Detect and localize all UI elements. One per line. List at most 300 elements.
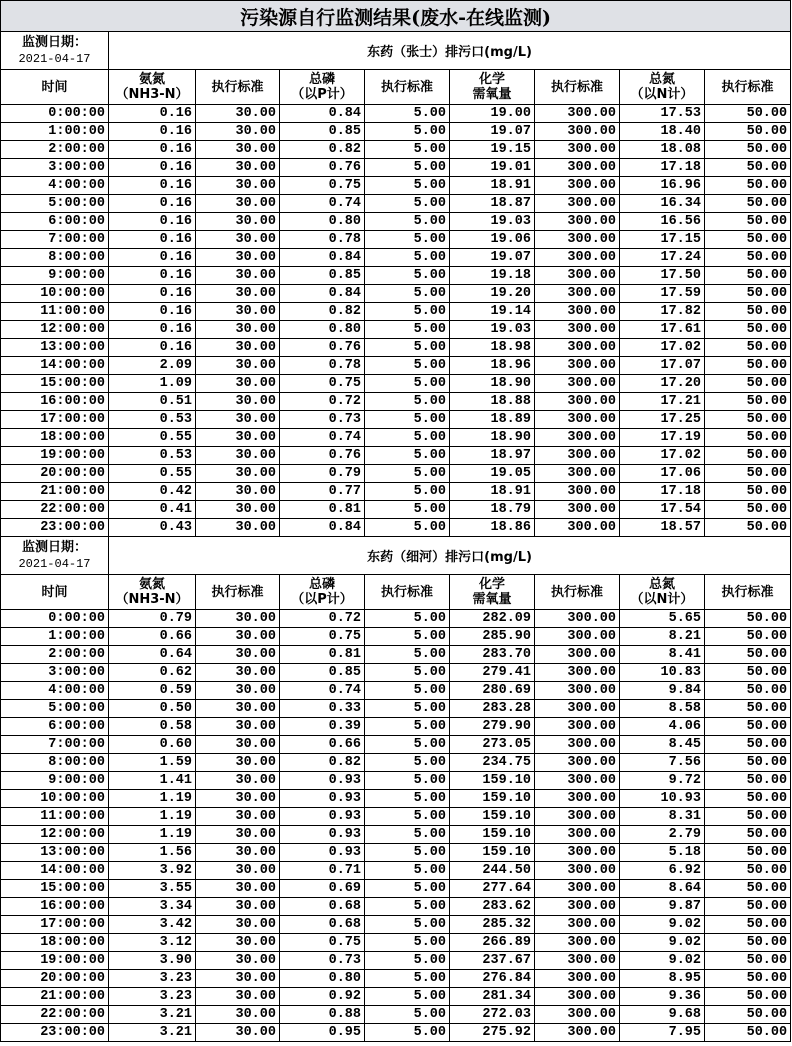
table-cell: 0.80 [280, 321, 365, 339]
table-row [1, 934, 791, 952]
table-cell: 15:00:00 [1, 880, 109, 898]
table-cell: 0.74 [280, 195, 365, 213]
table-cell: 0.75 [280, 375, 365, 393]
table-cell: 5.00 [365, 501, 450, 519]
table-cell: 0.73 [280, 952, 365, 970]
table-cell: 5.00 [365, 267, 450, 285]
table-cell: 0.84 [280, 285, 365, 303]
table-cell: 1.59 [109, 754, 196, 772]
table-cell: 30.00 [196, 826, 280, 844]
table-cell: 234.75 [450, 754, 535, 772]
table-cell: 5.00 [365, 177, 450, 195]
table-row [1, 826, 791, 844]
column-header-line1: 总氮 [648, 72, 675, 87]
table-row [1, 970, 791, 988]
table-cell: 300.00 [535, 465, 620, 483]
table-cell: 18.91 [450, 177, 535, 195]
table-cell: 17.19 [620, 429, 705, 447]
table-cell: 0.58 [109, 718, 196, 736]
table-cell: 5.00 [365, 808, 450, 826]
table-cell: 300.00 [535, 1024, 620, 1042]
table-cell: 5.00 [365, 754, 450, 772]
table-cell: 17.50 [620, 267, 705, 285]
table-cell: 10.83 [620, 664, 705, 682]
table-cell: 21:00:00 [1, 483, 109, 501]
table-cell: 12:00:00 [1, 826, 109, 844]
table-cell: 13:00:00 [1, 844, 109, 862]
table-cell: 5.00 [365, 375, 450, 393]
table-cell: 30.00 [196, 772, 280, 790]
table-cell: 300.00 [535, 700, 620, 718]
table-cell: 0.16 [109, 249, 196, 267]
table-cell: 300.00 [535, 411, 620, 429]
table-cell: 0.82 [280, 303, 365, 321]
column-header-line1: 执行标准 [550, 79, 603, 95]
table-cell: 50.00 [705, 123, 791, 141]
table-cell: 283.70 [450, 646, 535, 664]
table-cell: 50.00 [705, 393, 791, 411]
column-header-line1: 执行标准 [380, 79, 433, 95]
table-cell: 30.00 [196, 790, 280, 808]
table-cell: 7:00:00 [1, 736, 109, 754]
table-cell: 50.00 [705, 772, 791, 790]
table-cell: 159.10 [450, 844, 535, 862]
table-cell: 18.90 [450, 429, 535, 447]
table-cell: 50.00 [705, 483, 791, 501]
column-header [109, 575, 196, 610]
table-cell: 0.16 [109, 321, 196, 339]
table-row [1, 411, 791, 429]
table-cell: 0.76 [280, 447, 365, 465]
table-cell: 30.00 [196, 610, 280, 628]
column-header [196, 575, 280, 610]
table-cell: 9.87 [620, 898, 705, 916]
table-cell: 5.00 [365, 141, 450, 159]
table-cell: 5.00 [365, 1024, 450, 1042]
table-cell: 8.58 [620, 700, 705, 718]
table-cell: 273.05 [450, 736, 535, 754]
table-cell: 30.00 [196, 141, 280, 159]
table-cell: 3.42 [109, 916, 196, 934]
table-cell: 3.90 [109, 952, 196, 970]
table-cell: 5.00 [365, 1006, 450, 1024]
table-row [1, 844, 791, 862]
table-row [1, 646, 791, 664]
table-cell: 300.00 [535, 375, 620, 393]
table-cell: 0.80 [280, 213, 365, 231]
table-cell: 9.36 [620, 988, 705, 1006]
table-cell: 5.00 [365, 519, 450, 537]
table-cell: 0.84 [280, 105, 365, 123]
column-header-line2: （以N计） [630, 87, 694, 102]
table-cell: 16.96 [620, 177, 705, 195]
table-cell: 18:00:00 [1, 934, 109, 952]
table-cell: 300.00 [535, 177, 620, 195]
table-row [1, 195, 791, 213]
table-cell: 50.00 [705, 826, 791, 844]
table-row [1, 105, 791, 123]
table-cell: 30.00 [196, 123, 280, 141]
table-row [1, 447, 791, 465]
table-cell: 17.61 [620, 321, 705, 339]
table-cell: 19.00 [450, 105, 535, 123]
table-row [1, 249, 791, 267]
table-cell: 17.02 [620, 339, 705, 357]
table-cell: 3.34 [109, 898, 196, 916]
table-cell: 0:00:00 [1, 610, 109, 628]
table-cell: 50.00 [705, 105, 791, 123]
table-cell: 18.40 [620, 123, 705, 141]
column-header [620, 575, 705, 610]
table-cell: 5.00 [365, 483, 450, 501]
table-row [1, 664, 791, 682]
title-row [1, 1, 791, 32]
table-cell: 300.00 [535, 826, 620, 844]
table-cell: 0.59 [109, 682, 196, 700]
table-cell: 30.00 [196, 754, 280, 772]
table-cell: 19.07 [450, 249, 535, 267]
table-cell: 50.00 [705, 465, 791, 483]
table-cell: 0.85 [280, 123, 365, 141]
table-cell: 0.16 [109, 141, 196, 159]
table-cell: 30.00 [196, 1006, 280, 1024]
table-cell: 8.45 [620, 736, 705, 754]
column-header-line2: （以P计） [291, 592, 353, 607]
table-cell: 3.23 [109, 970, 196, 988]
table-cell: 2:00:00 [1, 646, 109, 664]
table-cell: 5.00 [365, 213, 450, 231]
table-cell: 277.64 [450, 880, 535, 898]
table-cell: 300.00 [535, 952, 620, 970]
table-cell: 5.00 [365, 844, 450, 862]
table-cell: 0.78 [280, 357, 365, 375]
table-cell: 30.00 [196, 664, 280, 682]
table-cell: 0.76 [280, 159, 365, 177]
table-cell: 30.00 [196, 952, 280, 970]
monitoring-date [1, 537, 109, 575]
table-cell: 50.00 [705, 213, 791, 231]
table-cell: 21:00:00 [1, 988, 109, 1006]
table-cell: 244.50 [450, 862, 535, 880]
table-cell: 0.93 [280, 844, 365, 862]
table-cell: 0.16 [109, 339, 196, 357]
column-header [365, 70, 450, 105]
column-header-line1: 时间 [41, 584, 68, 600]
table-cell: 50.00 [705, 141, 791, 159]
table-cell: 1.19 [109, 808, 196, 826]
table-cell: 6:00:00 [1, 718, 109, 736]
table-cell: 50.00 [705, 808, 791, 826]
table-row [1, 321, 791, 339]
table-cell: 6.92 [620, 862, 705, 880]
table-cell: 18.97 [450, 447, 535, 465]
table-row [1, 285, 791, 303]
table-cell: 272.03 [450, 1006, 535, 1024]
table-cell: 18.86 [450, 519, 535, 537]
table-cell: 5.00 [365, 790, 450, 808]
table-cell: 0.51 [109, 393, 196, 411]
table-cell: 5.00 [365, 898, 450, 916]
table-cell: 30.00 [196, 970, 280, 988]
table-cell: 266.89 [450, 934, 535, 952]
column-header [535, 70, 620, 105]
table-cell: 19.01 [450, 159, 535, 177]
table-cell: 30.00 [196, 447, 280, 465]
table-cell: 283.62 [450, 898, 535, 916]
table-cell: 0.75 [280, 934, 365, 952]
table-cell: 50.00 [705, 610, 791, 628]
table-cell: 159.10 [450, 772, 535, 790]
table-cell: 0.16 [109, 195, 196, 213]
table-cell: 0.53 [109, 411, 196, 429]
outlet-name: 东药（张士）排污口(mg/L) [109, 32, 791, 70]
table-cell: 50.00 [705, 718, 791, 736]
table-cell: 50.00 [705, 249, 791, 267]
table-cell: 50.00 [705, 862, 791, 880]
section-header-row [1, 32, 791, 70]
table-cell: 18.88 [450, 393, 535, 411]
table-cell: 30.00 [196, 1024, 280, 1042]
table-row [1, 213, 791, 231]
table-cell: 0.72 [280, 610, 365, 628]
table-cell: 0.62 [109, 664, 196, 682]
table-cell: 5.00 [365, 321, 450, 339]
monitoring-date [1, 32, 109, 70]
table-cell: 1:00:00 [1, 628, 109, 646]
table-row [1, 772, 791, 790]
page-title: 污染源自行监测结果(废水-在线监测) [1, 1, 791, 32]
table-cell: 15:00:00 [1, 375, 109, 393]
column-header [535, 575, 620, 610]
table-row [1, 141, 791, 159]
column-header-line2: （NH3-N） [115, 592, 189, 607]
table-cell: 5:00:00 [1, 195, 109, 213]
column-header-line1: 执行标准 [380, 584, 433, 600]
table-cell: 8:00:00 [1, 249, 109, 267]
table-cell: 50.00 [705, 429, 791, 447]
table-cell: 19:00:00 [1, 952, 109, 970]
table-cell: 0.93 [280, 772, 365, 790]
column-header-line1: 总氮 [648, 577, 675, 592]
table-row [1, 682, 791, 700]
table-cell: 30.00 [196, 213, 280, 231]
table-cell: 300.00 [535, 862, 620, 880]
table-cell: 19:00:00 [1, 447, 109, 465]
table-cell: 0.41 [109, 501, 196, 519]
table-cell: 9.84 [620, 682, 705, 700]
table-cell: 300.00 [535, 970, 620, 988]
table-cell: 23:00:00 [1, 519, 109, 537]
table-cell: 285.32 [450, 916, 535, 934]
table-cell: 50.00 [705, 285, 791, 303]
column-header [1, 575, 109, 610]
table-cell: 0.39 [280, 718, 365, 736]
table-cell: 17.54 [620, 501, 705, 519]
table-cell: 50.00 [705, 231, 791, 249]
table-cell: 20:00:00 [1, 970, 109, 988]
table-cell: 300.00 [535, 754, 620, 772]
table-cell: 50.00 [705, 844, 791, 862]
section-header-row [1, 537, 791, 575]
table-row [1, 700, 791, 718]
table-cell: 30.00 [196, 646, 280, 664]
table-row [1, 393, 791, 411]
column-header-row [1, 575, 791, 610]
table-cell: 12:00:00 [1, 321, 109, 339]
table-cell: 9:00:00 [1, 772, 109, 790]
table-cell: 18.57 [620, 519, 705, 537]
table-cell: 300.00 [535, 267, 620, 285]
table-cell: 5.00 [365, 303, 450, 321]
table-cell: 30.00 [196, 700, 280, 718]
table-cell: 50.00 [705, 952, 791, 970]
table-cell: 0.75 [280, 177, 365, 195]
table-row [1, 231, 791, 249]
table-cell: 5.00 [365, 105, 450, 123]
table-cell: 5.00 [365, 934, 450, 952]
table-cell: 5:00:00 [1, 700, 109, 718]
table-cell: 8:00:00 [1, 754, 109, 772]
table-cell: 300.00 [535, 808, 620, 826]
table-cell: 300.00 [535, 1006, 620, 1024]
table-cell: 300.00 [535, 393, 620, 411]
table-cell: 50.00 [705, 646, 791, 664]
table-row [1, 123, 791, 141]
table-cell: 19.03 [450, 213, 535, 231]
table-cell: 50.00 [705, 339, 791, 357]
column-header [450, 70, 535, 105]
table-cell: 0.66 [109, 628, 196, 646]
table-cell: 0.16 [109, 123, 196, 141]
table-cell: 19.07 [450, 123, 535, 141]
table-cell: 50.00 [705, 970, 791, 988]
table-cell: 300.00 [535, 357, 620, 375]
table-cell: 0.60 [109, 736, 196, 754]
table-cell: 0.55 [109, 465, 196, 483]
table-cell: 285.90 [450, 628, 535, 646]
table-row [1, 1024, 791, 1042]
table-cell: 19.06 [450, 231, 535, 249]
table-cell: 30.00 [196, 483, 280, 501]
table-cell: 0.16 [109, 105, 196, 123]
column-header [109, 70, 196, 105]
table-cell: 30.00 [196, 844, 280, 862]
column-header [450, 575, 535, 610]
table-cell: 5.00 [365, 429, 450, 447]
table-cell: 279.41 [450, 664, 535, 682]
table-row [1, 465, 791, 483]
table-cell: 0.80 [280, 970, 365, 988]
table-cell: 282.09 [450, 610, 535, 628]
table-cell: 5.00 [365, 339, 450, 357]
table-cell: 30.00 [196, 880, 280, 898]
table-cell: 281.34 [450, 988, 535, 1006]
table-cell: 17.21 [620, 393, 705, 411]
table-cell: 18.87 [450, 195, 535, 213]
table-cell: 5.00 [365, 682, 450, 700]
table-row [1, 898, 791, 916]
table-cell: 30.00 [196, 501, 280, 519]
table-cell: 50.00 [705, 159, 791, 177]
column-header-line1: 化学 [478, 577, 505, 592]
table-cell: 18.79 [450, 501, 535, 519]
table-row [1, 628, 791, 646]
table-cell: 30.00 [196, 177, 280, 195]
table-cell: 9.02 [620, 934, 705, 952]
table-cell: 50.00 [705, 303, 791, 321]
table-cell: 300.00 [535, 790, 620, 808]
table-cell: 9.68 [620, 1006, 705, 1024]
table-cell: 5.00 [365, 664, 450, 682]
table-cell: 5.00 [365, 646, 450, 664]
table-row [1, 916, 791, 934]
table-row [1, 988, 791, 1006]
table-cell: 280.69 [450, 682, 535, 700]
table-cell: 300.00 [535, 646, 620, 664]
table-cell: 50.00 [705, 195, 791, 213]
table-cell: 1.19 [109, 826, 196, 844]
column-header-line1: 氨氮 [138, 72, 165, 87]
table-cell: 30.00 [196, 249, 280, 267]
table-cell: 19.15 [450, 141, 535, 159]
table-cell: 0.93 [280, 808, 365, 826]
table-cell: 17.18 [620, 483, 705, 501]
table-cell: 300.00 [535, 880, 620, 898]
table-cell: 9:00:00 [1, 267, 109, 285]
table-cell: 300.00 [535, 483, 620, 501]
table-cell: 19.03 [450, 321, 535, 339]
table-row [1, 501, 791, 519]
table-cell: 30.00 [196, 159, 280, 177]
table-row [1, 339, 791, 357]
table-cell: 5.00 [365, 411, 450, 429]
table-cell: 8.64 [620, 880, 705, 898]
table-cell: 300.00 [535, 141, 620, 159]
table-cell: 300.00 [535, 898, 620, 916]
table-cell: 17:00:00 [1, 916, 109, 934]
table-cell: 0.66 [280, 736, 365, 754]
outlet-name: 东药（细河）排污口(mg/L) [109, 537, 791, 575]
table-row [1, 429, 791, 447]
column-header-line1: 总磷 [308, 577, 335, 592]
table-cell: 0.16 [109, 303, 196, 321]
table-cell: 300.00 [535, 844, 620, 862]
table-cell: 5.00 [365, 880, 450, 898]
table-cell: 9.02 [620, 916, 705, 934]
table-cell: 5.00 [365, 700, 450, 718]
table-cell: 14:00:00 [1, 862, 109, 880]
table-row [1, 790, 791, 808]
table-row [1, 267, 791, 285]
table-cell: 30.00 [196, 628, 280, 646]
table-cell: 50.00 [705, 267, 791, 285]
table-cell: 3.23 [109, 988, 196, 1006]
table-cell: 1.41 [109, 772, 196, 790]
table-cell: 237.67 [450, 952, 535, 970]
table-cell: 0.53 [109, 447, 196, 465]
table-cell: 1.09 [109, 375, 196, 393]
table-cell: 5.00 [365, 952, 450, 970]
table-cell: 0.84 [280, 249, 365, 267]
table-cell: 50.00 [705, 628, 791, 646]
table-cell: 0.82 [280, 141, 365, 159]
table-cell: 300.00 [535, 339, 620, 357]
table-cell: 5.00 [365, 628, 450, 646]
column-header-line1: 化学 [478, 72, 505, 87]
table-cell: 300.00 [535, 736, 620, 754]
table-cell: 30.00 [196, 736, 280, 754]
table-cell: 279.90 [450, 718, 535, 736]
